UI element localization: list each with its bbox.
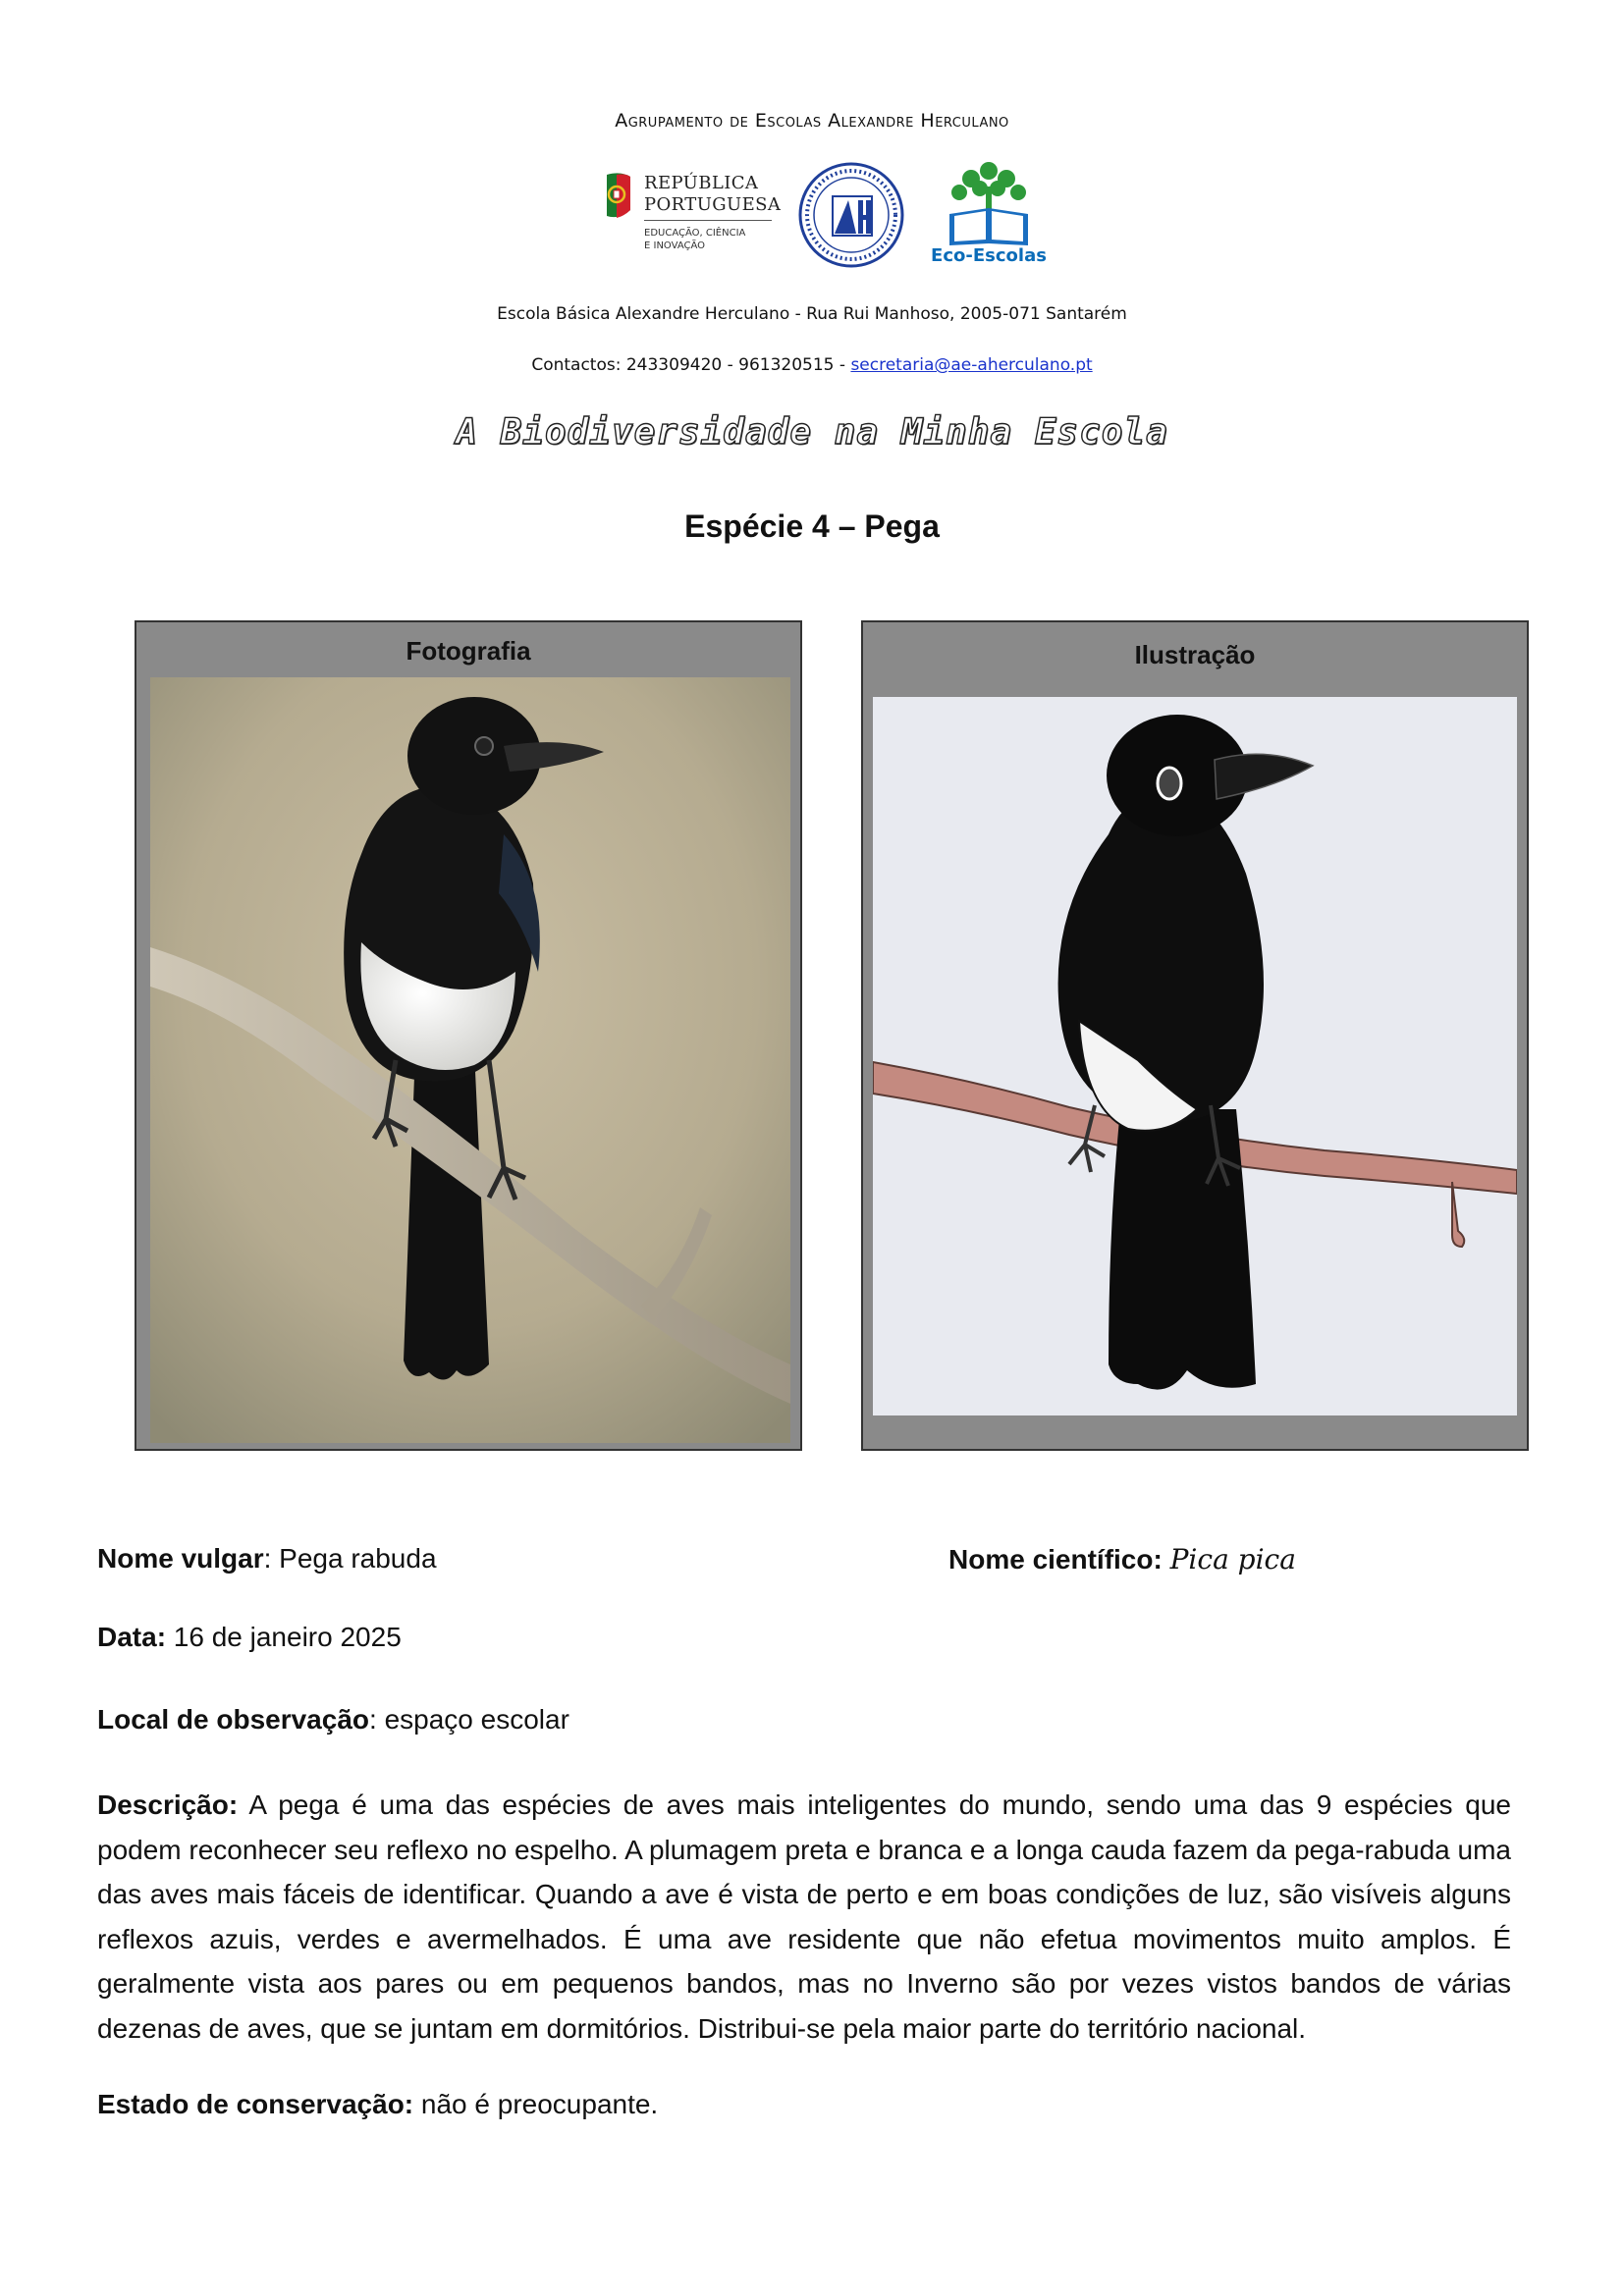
description-paragraph	[97, 1783, 1511, 2051]
date-label: Data:	[97, 1622, 167, 1652]
illustration-panel	[861, 620, 1529, 1451]
scientific-name-row	[948, 1543, 1296, 1575]
photo-panel	[135, 620, 802, 1451]
eco-escolas-text: Eco-Escolas	[931, 245, 1047, 266]
species-title: Espécie 4 – Pega	[684, 508, 940, 544]
logo-republica-text: REPÚBLICA	[644, 173, 759, 193]
date-row	[97, 1622, 402, 1653]
location-row	[97, 1704, 569, 1735]
header-logos	[601, 157, 1053, 275]
eco-escolas-logo	[925, 157, 1053, 273]
magpie-illustration	[873, 697, 1517, 1415]
logo-ministry-line2: E INOVAÇÃO	[644, 240, 706, 251]
school-name: Agrupamento de Escolas Alexandre Herculano	[615, 110, 1009, 132]
common-name-row	[97, 1543, 437, 1575]
logo-portuguesa-text: PORTUGUESA	[644, 194, 782, 215]
contacts-email-link[interactable]: secretaria@ae-aherculano.pt	[850, 355, 1093, 375]
contacts-phones: Contactos: 243309420 - 961320515 -	[531, 355, 851, 375]
illustration-panel-label: Ilustração	[1134, 640, 1256, 669]
common-name-label: Nome vulgar	[97, 1543, 264, 1574]
description-label: Descrição:	[97, 1789, 239, 1820]
portugal-flag-icon	[601, 171, 634, 222]
date-value: 16 de janeiro 2025	[166, 1622, 402, 1652]
logo-ministry-line1: EDUCAÇÃO, CIÊNCIA	[644, 228, 746, 239]
common-name-value: : Pega rabuda	[263, 1543, 437, 1574]
location-label: Local de observação	[97, 1704, 370, 1735]
document-title: A Biodiversidade na Minha Escola	[456, 412, 1168, 453]
school-contacts	[0, 355, 1624, 375]
logo-divider	[644, 220, 772, 221]
magpie-photo	[150, 677, 790, 1443]
scientific-name-value: Pica pica	[1169, 1543, 1296, 1575]
school-address: Escola Básica Alexandre Herculano - Rua Rui Manhoso, 2005-071 Santarém	[497, 304, 1127, 324]
location-value: : espaço escolar	[369, 1704, 569, 1735]
eco-tree-icon	[925, 157, 1053, 247]
conservation-status-value: não é preocupante.	[413, 2089, 659, 2119]
conservation-status-row	[97, 2089, 658, 2120]
school-seal-logo	[797, 161, 905, 269]
description-value: A pega é uma das espécies de aves mais inteligentes do mundo, sendo uma das 9 espécies que podem reconhecer seu reflexo no espelho. A plumagem preta e branca e a longa cauda fazem da pega-rabuda uma das aves mais fáceis de identificar. Quando a ave é vista de perto e em boas condições de luz, são visíveis alguns reflexos azuis, verdes e avermelhados. É uma ave residente que não efetua movimentos muito amplos. É geralmente vista aos pares ou em pequenos bandos, mas no Inverno são por vezes vistos bandos de várias dezenas de aves, que se juntam em dormitórios. Distribui-se pela maior parte do território nacional.	[97, 1789, 1511, 2044]
conservation-status-label: Estado de conservação:	[97, 2089, 414, 2119]
photo-panel-label: Fotografia	[406, 636, 531, 666]
republica-portuguesa-logo	[601, 171, 782, 259]
scientific-name-label: Nome científico:	[948, 1544, 1163, 1575]
